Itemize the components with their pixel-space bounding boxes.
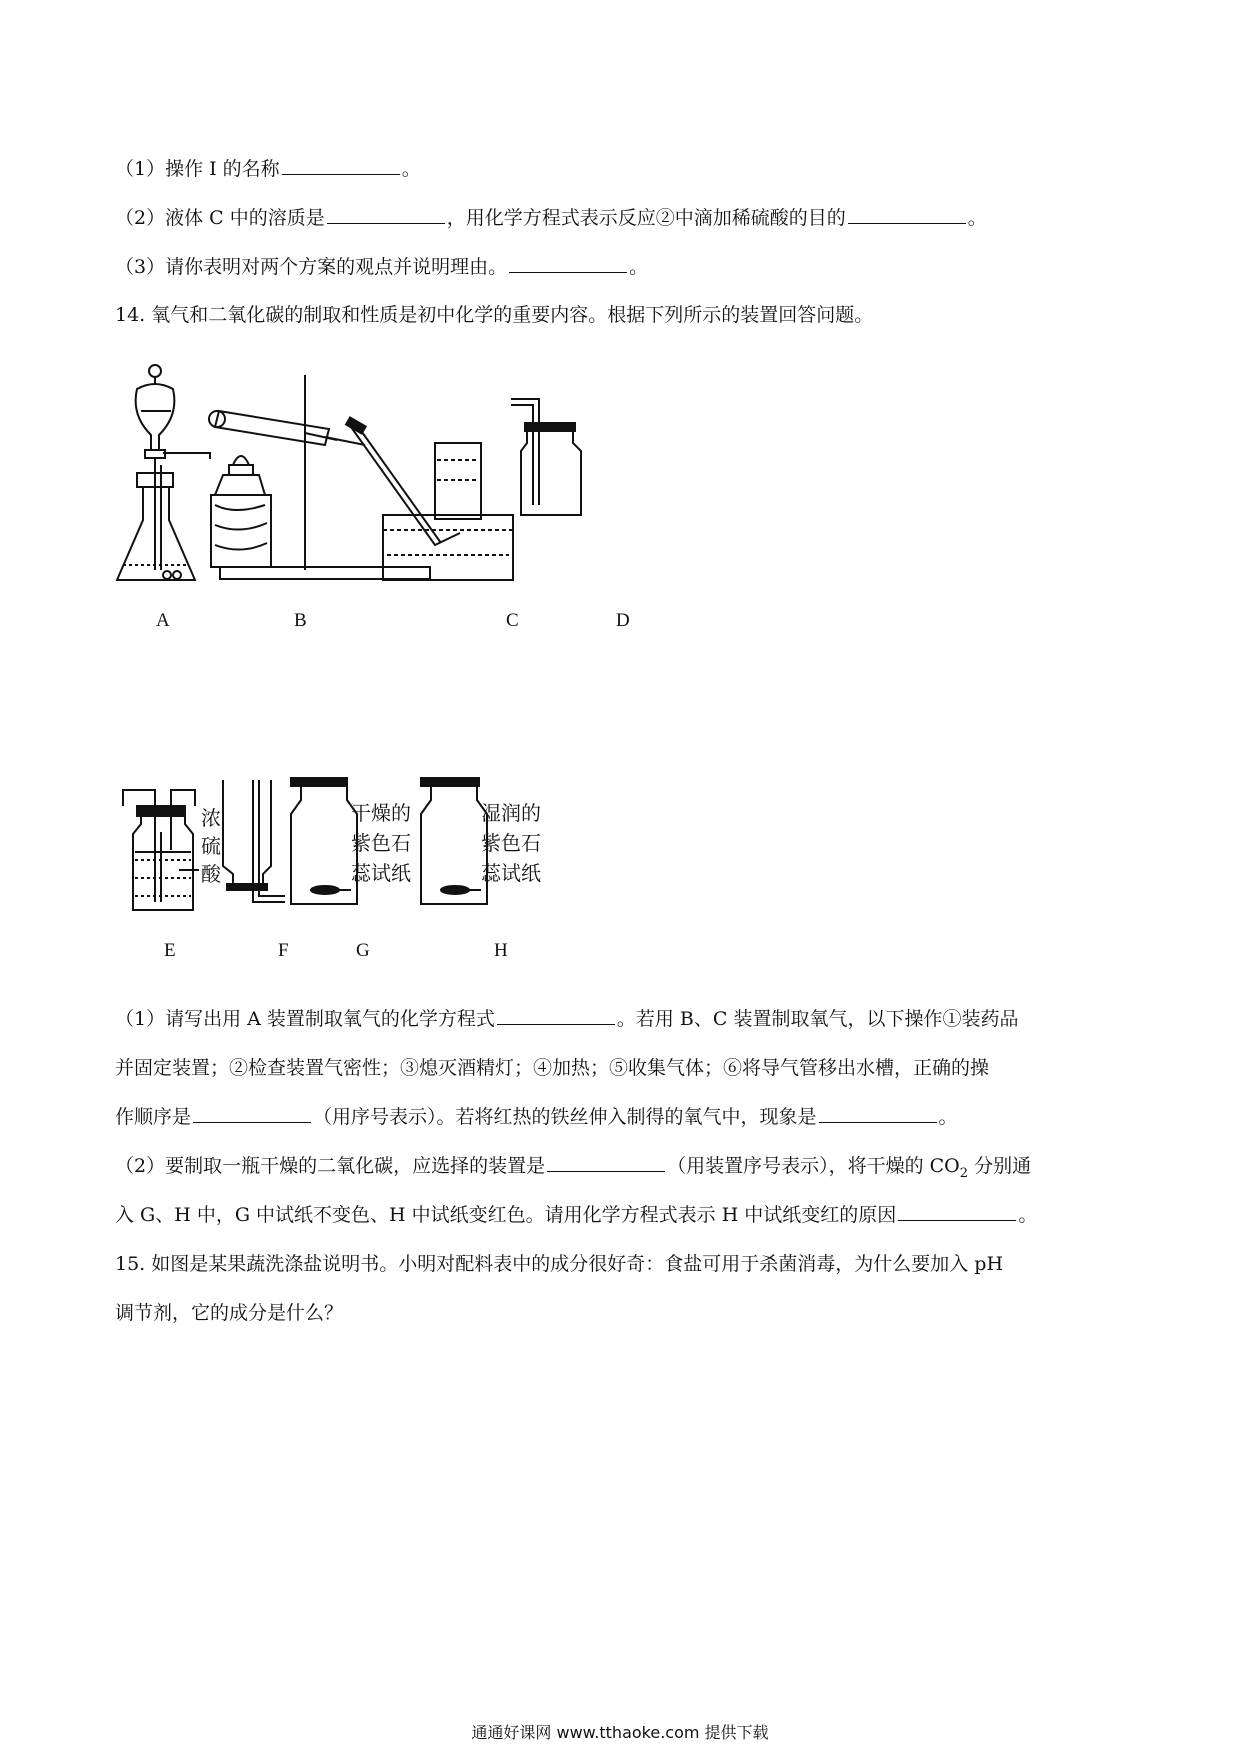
- q14-sub1-end: 。: [938, 1106, 958, 1128]
- label-a: A: [156, 610, 170, 631]
- label-h: H: [494, 940, 508, 961]
- answer-blank[interactable]: [547, 1155, 665, 1172]
- label-c: C: [506, 610, 519, 631]
- q13-sub2-end: 。: [967, 207, 987, 229]
- answer-blank[interactable]: [509, 256, 627, 273]
- g-text-3: 蕊试纸: [351, 861, 411, 885]
- q15-line2: 调节剂，它的成分是什么？: [115, 1302, 344, 1324]
- q14-sub1-line2: 并固定装置；②检查装置气密性；③熄灭酒精灯；④加热；⑤收集气体；⑥将导气管移出水槽，正确的操: [115, 1057, 990, 1079]
- q14-sub1-text-4: （用序号表示）。若将红热的铁丝伸入制得的氧气中，现象是: [313, 1106, 817, 1128]
- q14-sub2-line2: [115, 1204, 1037, 1227]
- apparatus-f: [223, 780, 285, 902]
- q13-sub3-text: （3）请你表明对两个方案的观点并说明理由。: [115, 256, 508, 278]
- apparatus-e: [123, 790, 199, 910]
- q14-sub2-text-4: 入 G、H 中，G 中试纸不变色、H 中试纸变红色。请用化学方程式表示 H 中试纸变红的原因: [115, 1204, 897, 1226]
- q14-sub1-text-3: 作顺序是: [115, 1106, 192, 1128]
- label-b: B: [294, 610, 307, 631]
- q14-sub1-line1: [115, 1008, 1018, 1031]
- e-text-1: 浓: [201, 806, 221, 830]
- g-text-2: 紫色石: [351, 831, 411, 855]
- q14-sub1-text-1: （1）请写出用 A 装置制取氧气的化学方程式: [115, 1008, 495, 1030]
- q14-sub2-line1: [115, 1155, 1031, 1181]
- answer-blank[interactable]: [327, 207, 445, 224]
- q14-sub2-text-3: 分别通: [968, 1155, 1032, 1177]
- apparatus-c: [346, 418, 513, 580]
- answer-blank[interactable]: [193, 1106, 311, 1123]
- h-text-1: 湿润的: [481, 801, 541, 825]
- q13-sub1: [115, 158, 421, 181]
- q14-stem: 14. 氧气和二氧化碳的制取和性质是初中化学的重要内容。根据下列所示的装置回答问题。: [115, 304, 874, 326]
- answer-blank[interactable]: [497, 1008, 615, 1025]
- h-text-2: 紫色石: [481, 831, 541, 855]
- q13-sub1-text: （1）操作 I 的名称: [115, 158, 280, 180]
- q13-sub2-text-1: （2）液体 C 中的溶质是: [115, 207, 325, 229]
- q13-sub3: [115, 256, 648, 279]
- page-footer: 通通好课网 www.tthaoke.com 提供下载: [471, 1723, 769, 1742]
- e-text-2: 硫: [201, 834, 221, 858]
- q14-sub1-line3: [115, 1106, 958, 1129]
- label-e: E: [164, 940, 176, 961]
- q14-sub1-text-2: 。若用 B、C 装置制取氧气，以下操作①装药品: [616, 1008, 1019, 1030]
- q13-sub2: [115, 207, 987, 230]
- q13-sub1-end: 。: [401, 158, 421, 180]
- answer-blank[interactable]: [848, 207, 966, 224]
- q13-sub2-text-2: ，用化学方程式表示反应②中滴加稀硫酸的目的: [446, 207, 846, 229]
- co2-subscript: 2: [959, 1165, 969, 1181]
- apparatus-figure-row2: [115, 770, 615, 930]
- apparatus-g: [291, 778, 357, 904]
- apparatus-b: [209, 375, 430, 579]
- answer-blank[interactable]: [282, 158, 400, 175]
- q14-sub2-text-2: （用装置序号表示），将干燥的 CO: [667, 1155, 960, 1177]
- answer-blank[interactable]: [819, 1106, 937, 1123]
- q15-line1: 15. 如图是某果蔬洗涤盐说明书。小明对配料表中的成分很好奇：食盐可用于杀菌消毒，为什么要加入 pH: [115, 1253, 1004, 1275]
- apparatus-d: [511, 399, 581, 515]
- label-f: F: [278, 940, 289, 961]
- q14-sub2-end: 。: [1018, 1204, 1038, 1226]
- apparatus-h: [421, 778, 487, 904]
- q14-sub2-text-1: （2）要制取一瓶干燥的二氧化碳，应选择的装置是: [115, 1155, 546, 1177]
- e-text-3: 酸: [201, 862, 221, 886]
- h-text-3: 蕊试纸: [481, 861, 541, 885]
- q13-sub3-end: 。: [629, 256, 649, 278]
- label-g: G: [356, 940, 370, 961]
- apparatus-figure-row1: [115, 355, 675, 595]
- apparatus-a: [117, 365, 210, 580]
- answer-blank[interactable]: [898, 1204, 1016, 1221]
- label-d: D: [616, 610, 630, 631]
- g-text-1: 干燥的: [351, 801, 411, 825]
